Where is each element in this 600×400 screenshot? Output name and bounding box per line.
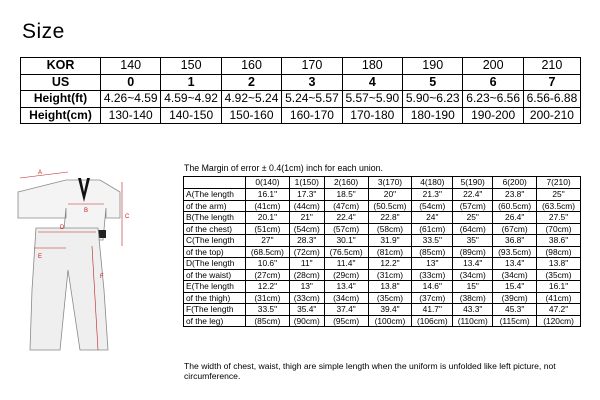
measure-cm-cell: (58cm) — [368, 223, 412, 235]
measure-row-label: A(The length — [184, 189, 246, 201]
measure-cm-cell: (85cm) — [412, 246, 453, 258]
measure-cm-cell: (35cm) — [368, 292, 412, 304]
measure-inch-cell: 37.4" — [324, 304, 368, 316]
measure-inch-cell: 27.5" — [537, 212, 581, 224]
measure-inch-cell: 13.4" — [493, 258, 537, 270]
measure-row — [184, 315, 581, 327]
measure-cm-cell: (68.5cm) — [246, 246, 290, 258]
measure-cm-cell: (29cm) — [324, 269, 368, 281]
column-header: 3(170) — [368, 177, 412, 189]
measure-cm-cell: (67cm) — [493, 223, 537, 235]
measure-row — [184, 304, 581, 316]
diagram-label-f: F — [100, 274, 104, 280]
measure-cm-cell: (90cm) — [289, 315, 324, 327]
measure-row — [184, 235, 581, 247]
measure-cm-cell: (61cm) — [412, 223, 453, 235]
height-cm-cell: 160-170 — [282, 107, 342, 124]
measure-inch-cell: 12.2" — [246, 281, 290, 293]
measure-cm-cell: (39cm) — [493, 292, 537, 304]
diagram-label-d: D — [60, 225, 65, 231]
measure-cm-cell: (89cm) — [453, 246, 493, 258]
measure-row-label: E(The length — [184, 281, 246, 293]
measure-inch-cell: 22.8" — [368, 212, 412, 224]
measure-cm-cell: (31cm) — [368, 269, 412, 281]
diagram-label-c: C — [125, 214, 130, 220]
measure-cm-cell: (93.5cm) — [493, 246, 537, 258]
measure-inch-cell: 15" — [453, 281, 493, 293]
measure-inch-cell: 13.4" — [453, 258, 493, 270]
column-header: 6(200) — [493, 177, 537, 189]
measure-inch-cell: 35.4" — [289, 304, 324, 316]
kor-row — [21, 58, 581, 75]
measure-row — [184, 223, 581, 235]
us-cell: 5 — [403, 74, 463, 91]
measure-cm-cell: (51cm) — [246, 223, 290, 235]
height-cm-cell: 190-200 — [463, 107, 523, 124]
height-cm-label: Height(cm) — [21, 107, 101, 124]
measure-inch-cell: 21.3" — [412, 189, 453, 201]
measure-inch-cell: 13.8" — [537, 258, 581, 270]
measure-inch-cell: 33.5" — [412, 235, 453, 247]
measure-row-label: F(The length — [184, 304, 246, 316]
measure-cm-cell: (95cm) — [324, 315, 368, 327]
measure-cm-cell: (28cm) — [289, 269, 324, 281]
measure-cm-cell: (54cm) — [289, 223, 324, 235]
measure-cm-cell: (72cm) — [289, 246, 324, 258]
measure-inch-cell: 26.4" — [493, 212, 537, 224]
measure-inch-cell: 25" — [537, 189, 581, 201]
measure-inch-cell: 20" — [368, 189, 412, 201]
margin-of-error-note: The Margin of error ± 0.4(1cm) inch for each union. — [184, 163, 383, 173]
measure-inch-cell: 15.4" — [493, 281, 537, 293]
measure-inch-cell: 22.4" — [324, 212, 368, 224]
measure-inch-cell: 28.3" — [289, 235, 324, 247]
measure-row-label: B(The length — [184, 212, 246, 224]
measure-row — [184, 269, 581, 281]
height-cm-cell: 130-140 — [101, 107, 161, 124]
measure-cm-cell: (31cm) — [246, 292, 290, 304]
measure-inch-cell: 13.8" — [368, 281, 412, 293]
measure-row — [184, 212, 581, 224]
kor-cell: 160 — [221, 58, 281, 75]
measure-inch-cell: 11" — [289, 258, 324, 270]
measure-row — [184, 246, 581, 258]
height-ft-cell: 5.57~5.90 — [342, 91, 402, 108]
measure-row — [184, 292, 581, 304]
height-ft-cell: 4.92~5.24 — [221, 91, 281, 108]
measure-inch-cell: 36.8" — [493, 235, 537, 247]
measure-inch-cell: 22.4" — [453, 189, 493, 201]
us-row — [21, 74, 581, 91]
measure-cm-cell: (41cm) — [537, 292, 581, 304]
height-ft-cell: 6.23~6.56 — [463, 91, 523, 108]
measure-row-label: of the top) — [184, 246, 246, 258]
measure-inch-cell: 16.1" — [246, 189, 290, 201]
measure-inch-cell: 25" — [453, 212, 493, 224]
measure-cm-cell: (41cm) — [246, 200, 290, 212]
measure-row-label: of the thigh) — [184, 292, 246, 304]
measure-row-label: of the leg) — [184, 315, 246, 327]
measure-inch-cell: 13" — [412, 258, 453, 270]
measure-inch-cell: 13.4" — [324, 281, 368, 293]
measure-inch-cell: 38.6" — [537, 235, 581, 247]
us-cell: 2 — [221, 74, 281, 91]
height-ft-cell: 5.90~6.23 — [403, 91, 463, 108]
pants-outline — [30, 228, 108, 350]
height-size-table — [20, 57, 581, 124]
measure-inch-cell: 11.4" — [324, 258, 368, 270]
measure-cm-cell: (37cm) — [412, 292, 453, 304]
us-label: US — [21, 74, 101, 91]
kor-cell: 210 — [523, 58, 580, 75]
measure-inch-cell: 18.5" — [324, 189, 368, 201]
measure-cm-cell: (85cm) — [246, 315, 290, 327]
kor-cell: 170 — [282, 58, 342, 75]
measure-inch-cell: 31.9" — [368, 235, 412, 247]
us-cell: 1 — [161, 74, 221, 91]
column-header: 4(180) — [412, 177, 453, 189]
measure-row — [184, 189, 581, 201]
column-header: 0(140) — [246, 177, 290, 189]
height-ft-cell: 5.24~5.57 — [282, 91, 342, 108]
measure-row-label: of the arm) — [184, 200, 246, 212]
us-cell: 7 — [523, 74, 580, 91]
measure-inch-cell: 47.2" — [537, 304, 581, 316]
measure-cm-cell: (54cm) — [412, 200, 453, 212]
us-cell: 0 — [101, 74, 161, 91]
us-cell: 3 — [282, 74, 342, 91]
header-corner — [184, 177, 246, 189]
column-header: 2(160) — [324, 177, 368, 189]
measure-inch-cell: 13" — [289, 281, 324, 293]
measure-inch-cell: 41.7" — [412, 304, 453, 316]
measure-cm-cell: (34cm) — [453, 269, 493, 281]
measure-cm-cell: (50.5cm) — [368, 200, 412, 212]
measure-cm-cell: (76.5cm) — [324, 246, 368, 258]
measure-row — [184, 200, 581, 212]
kor-cell: 140 — [101, 58, 161, 75]
measurement-table — [183, 176, 581, 327]
measure-cm-cell: (33cm) — [412, 269, 453, 281]
measure-cm-cell: (60.5cm) — [493, 200, 537, 212]
measure-inch-cell: 27" — [246, 235, 290, 247]
measure-cm-cell: (106cm) — [412, 315, 453, 327]
measure-cm-cell: (57cm) — [453, 200, 493, 212]
column-header: 7(210) — [537, 177, 581, 189]
height-ft-row — [21, 91, 581, 108]
measure-inch-cell: 14.6" — [412, 281, 453, 293]
kor-cell: 200 — [463, 58, 523, 75]
measure-inch-cell: 20.1" — [246, 212, 290, 224]
measure-inch-cell: 45.3" — [493, 304, 537, 316]
measure-inch-cell: 33.5" — [246, 304, 290, 316]
measure-inch-cell: 16.1" — [537, 281, 581, 293]
measure-row — [184, 281, 581, 293]
height-ft-cell: 4.26~4.59 — [101, 91, 161, 108]
height-ft-label: Height(ft) — [21, 91, 101, 108]
kor-cell: 180 — [342, 58, 402, 75]
measure-inch-cell: 23.8" — [493, 189, 537, 201]
measure-cm-cell: (34cm) — [324, 292, 368, 304]
measure-row-label: C(The length — [184, 235, 246, 247]
measure-inch-cell: 12.2" — [368, 258, 412, 270]
kor-cell: 150 — [161, 58, 221, 75]
measure-cm-cell: (64cm) — [453, 223, 493, 235]
kor-cell: 190 — [403, 58, 463, 75]
diagram-label-a: A — [38, 170, 43, 176]
measure-row-label: D(The length — [184, 258, 246, 270]
height-cm-cell: 150-160 — [221, 107, 281, 124]
measure-cm-cell: (100cm) — [368, 315, 412, 327]
us-cell: 4 — [342, 74, 402, 91]
diagram-label-b: B — [84, 208, 89, 214]
measure-cm-cell: (70cm) — [537, 223, 581, 235]
measure-row-label: of the chest) — [184, 223, 246, 235]
measure-row-label: of the waist) — [184, 269, 246, 281]
measure-inch-cell: 10.6" — [246, 258, 290, 270]
measure-cm-cell: (120cm) — [537, 315, 581, 327]
column-header: 1(150) — [289, 177, 324, 189]
measure-header-row — [184, 177, 581, 189]
measure-cm-cell: (34cm) — [493, 269, 537, 281]
measure-inch-cell: 24" — [412, 212, 453, 224]
height-cm-cell: 180-190 — [403, 107, 463, 124]
measure-inch-cell: 35" — [453, 235, 493, 247]
height-cm-cell: 170-180 — [342, 107, 402, 124]
measure-cm-cell: (81cm) — [368, 246, 412, 258]
height-ft-cell: 6.56-6.88 — [523, 91, 580, 108]
us-cell: 6 — [463, 74, 523, 91]
diagram-label-e: E — [38, 254, 43, 260]
footnote: The width of chest, waist, thigh are simple length when the uniform is unfolded like left picture, not circumference. — [184, 361, 556, 381]
measure-cm-cell: (33cm) — [289, 292, 324, 304]
measure-cm-cell: (115cm) — [493, 315, 537, 327]
measure-inch-cell: 17.3" — [289, 189, 324, 201]
measure-cm-cell: (57cm) — [324, 223, 368, 235]
measure-inch-cell: 30.1" — [324, 235, 368, 247]
measure-cm-cell: (44cm) — [289, 200, 324, 212]
measure-cm-cell: (27cm) — [246, 269, 290, 281]
measure-inch-cell: 43.3" — [453, 304, 493, 316]
measure-inch-cell: 39.4" — [368, 304, 412, 316]
height-ft-cell: 4.59~4.92 — [161, 91, 221, 108]
measure-cm-cell: (110cm) — [453, 315, 493, 327]
measure-cm-cell: (38cm) — [453, 292, 493, 304]
measure-cm-cell: (47cm) — [324, 200, 368, 212]
page-title: Size — [22, 20, 65, 43]
measure-inch-cell: 21" — [289, 212, 324, 224]
measure-cm-cell: (98cm) — [537, 246, 581, 258]
measure-cm-cell: (35cm) — [537, 269, 581, 281]
column-header: 5(190) — [453, 177, 493, 189]
measure-row — [184, 258, 581, 270]
uniform-diagram — [8, 160, 173, 385]
height-cm-cell: 140-150 — [161, 107, 221, 124]
measure-cm-cell: (63.5cm) — [537, 200, 581, 212]
kor-label: KOR — [21, 58, 101, 75]
height-cm-row — [21, 107, 581, 124]
height-cm-cell: 200-210 — [523, 107, 580, 124]
